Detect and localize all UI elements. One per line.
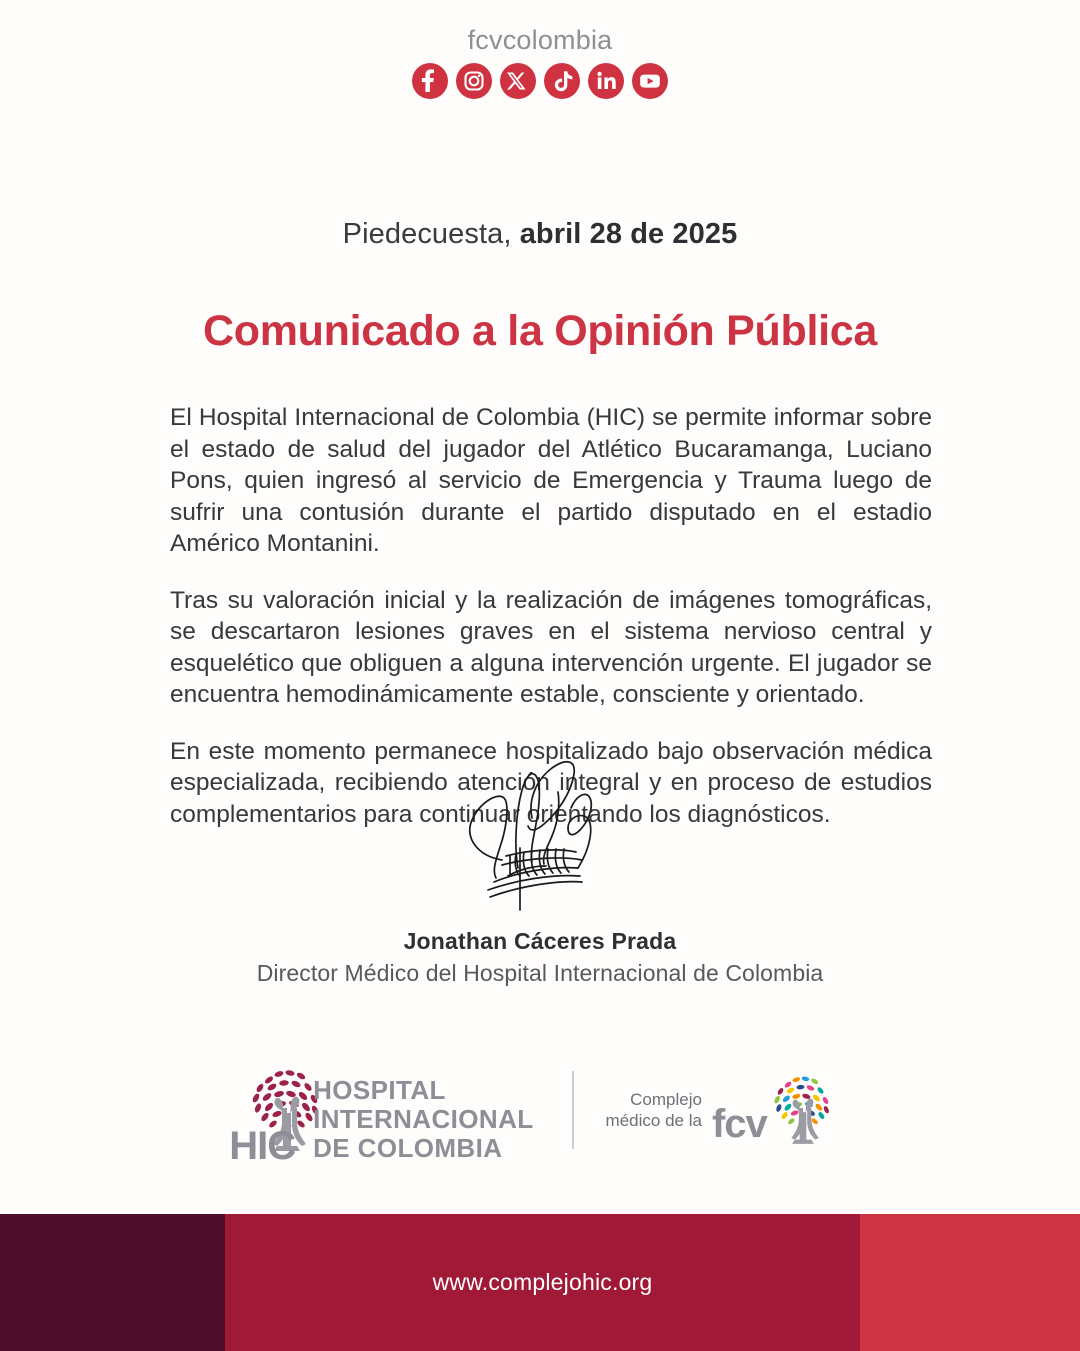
logo-bar <box>0 1055 1080 1168</box>
hic-wordmark-line-1: HOSPITAL <box>313 1074 446 1105</box>
hic-wordmark-line-3: DE COLOMBIA <box>313 1132 503 1163</box>
footer-bar <box>0 1214 1080 1351</box>
fcv-tagline-line-2: médico de la <box>605 1111 702 1130</box>
instagram-icon[interactable] <box>456 63 492 99</box>
dateline-date: abril 28 de 2025 <box>519 218 738 250</box>
page-title: Comunicado a la Opinión Pública <box>203 307 877 355</box>
fcv-tagline-line-1: Complejo <box>630 1090 702 1109</box>
social-header <box>0 26 1080 99</box>
x-twitter-icon[interactable] <box>500 63 536 99</box>
footer-band-center <box>225 1214 860 1351</box>
dateline-city: Piedecuesta, <box>342 218 520 250</box>
paragraph-3: En este momento permanece hospitalizado bajo observación médica especializada, recibiendo atención integral y en proceso de estudios complementarios para continuar orientando los diagnósticos. <box>170 737 932 828</box>
fcv-tagline <box>606 1089 702 1131</box>
signature-block <box>0 752 1080 987</box>
hic-wordmark <box>313 1076 533 1163</box>
paragraph-1: El Hospital Internacional de Colombia (HIC) se permite informar sobre el estado de salud del jugador del Atlético Bucaramanga, Luciano Pons, quien ingresó al servicio de Emergencia y Trauma luego de sufrir una contusión durante el partido disputado en el estadio Américo Montanini. <box>170 404 932 557</box>
logo-divider <box>572 1071 574 1149</box>
handwritten-signature-icon <box>440 752 640 922</box>
dateline <box>0 218 1080 251</box>
social-handle: fcvcolombia <box>467 25 613 55</box>
youtube-icon[interactable] <box>632 63 668 99</box>
fcv-tree-heart-icon <box>753 1058 853 1163</box>
fcv-logo <box>606 1058 853 1163</box>
hic-logo <box>227 1058 534 1168</box>
social-icon-row <box>0 63 1080 99</box>
fcv-mark-text: fcv <box>711 1101 767 1146</box>
signatory-name: Jonathan Cáceres Prada <box>403 928 677 954</box>
tiktok-icon[interactable] <box>544 63 580 99</box>
paragraph-2: Tras su valoración inicial y la realización de imágenes tomográficas, se descartaron lesiones graves en el sistema nervioso central y esquelético que obliguen a alguna intervención urgente. El jugador se encuentra hemodinámicamente estable, consciente y orientado. <box>170 586 932 708</box>
linkedin-icon[interactable] <box>588 63 624 99</box>
footer-url[interactable]: www.complejohic.org <box>432 1269 653 1295</box>
footer-band-right <box>860 1214 1080 1351</box>
facebook-icon[interactable] <box>412 63 448 99</box>
signatory-role: Director Médico del Hospital Internacional de Colombia <box>256 960 824 986</box>
hic-wordmark-line-2: INTERNACIONAL <box>313 1103 534 1134</box>
hic-monogram-icon: HIC <box>229 1123 296 1168</box>
footer-band-left <box>0 1214 225 1351</box>
